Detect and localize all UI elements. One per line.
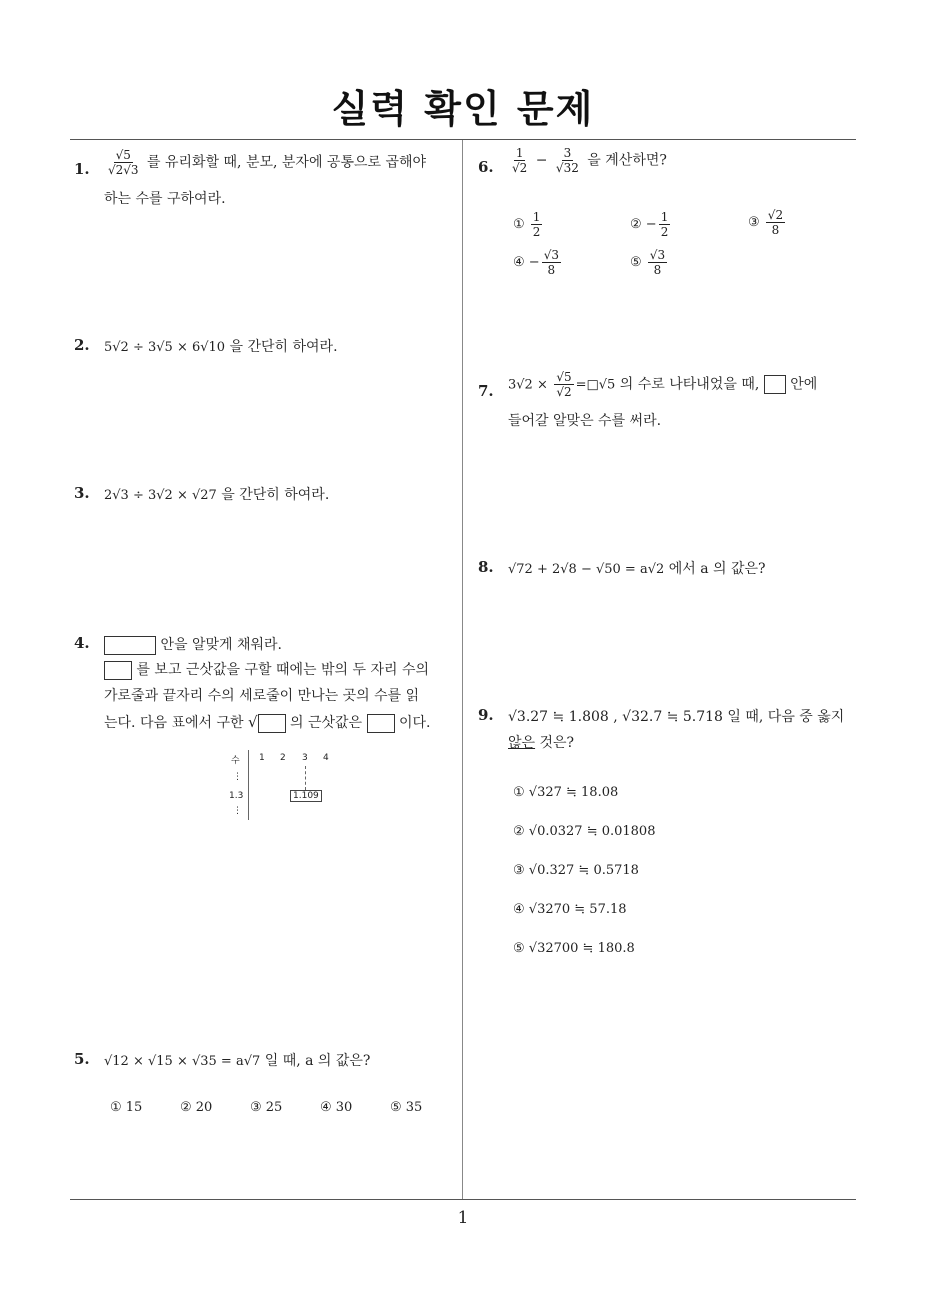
top-rule xyxy=(70,139,856,140)
q1-fraction: $\frac{√5}{√2√3}$ xyxy=(108,148,139,177)
question-1-line2: 하는 수를 구하여라. xyxy=(104,191,226,207)
page-title: 실력 확인 문제 xyxy=(331,87,595,131)
question-8-number: 8. xyxy=(478,558,494,576)
q9-option-3[interactable]: ③ √0.327 ≒ 0.5718 xyxy=(513,863,639,878)
q9-option-5[interactable]: ⑤ √32700 ≒ 180.8 xyxy=(513,941,635,956)
page-number: 1 xyxy=(457,1208,469,1228)
q8-expression: √72 + 2√8 − √50 = a√2 xyxy=(508,562,665,577)
q1-text: 를 유리화할 때, 분모, 분자에 공통으로 곱해야 xyxy=(147,154,427,171)
question-4-number: 4. xyxy=(74,634,90,652)
q2-expression: 5√2 ÷ 3√5 × 6√10 xyxy=(104,340,226,355)
question-6-number: 6. xyxy=(478,158,494,176)
table-value: 1.109 xyxy=(290,790,322,802)
question-4-line4: 는다. 다음 표에서 구한 √ 의 근삿값은 이다. xyxy=(104,713,431,731)
question-7-line2: 들어갈 알맞은 수를 써라. xyxy=(508,413,662,429)
question-3-number: 3. xyxy=(74,484,90,502)
answer-box xyxy=(104,636,156,655)
table-divider xyxy=(248,750,249,820)
question-1 xyxy=(104,148,459,177)
q3-expression: 2√3 ÷ 3√2 × √27 xyxy=(104,488,217,503)
q5-option-1[interactable]: ① 15 xyxy=(110,1100,143,1115)
q5-option-2[interactable]: ② 20 xyxy=(180,1100,213,1115)
q5-option-4[interactable]: ④ 30 xyxy=(320,1100,353,1115)
question-9: √3.27 ≒ 1.808 , √32.7 ≒ 5.718 일 때, 다음 중 옳지 xyxy=(508,709,845,725)
q6-option-1[interactable]: ① $\frac{1}{2}$ xyxy=(513,210,541,239)
q2-text: 을 간단히 하여라. xyxy=(229,339,338,355)
question-6: $\frac{1}{√2}$ − $\frac{3}{√32}$ 을 계산하면? xyxy=(512,146,667,175)
question-3 xyxy=(104,482,329,509)
q6-option-3[interactable]: ③ $\frac{√2}{8}$ xyxy=(748,208,784,237)
question-9-line2: 않은 것은? xyxy=(508,735,575,751)
question-4-line3: 가로줄과 끝자리 수의 세로줄이 만나는 곳의 수를 읽 xyxy=(104,688,420,704)
q5-option-3[interactable]: ③ 25 xyxy=(250,1100,283,1115)
q6-option-2[interactable]: ② − $\frac{1}{2}$ xyxy=(630,210,669,239)
bottom-rule xyxy=(70,1199,856,1200)
question-9-number: 9. xyxy=(478,706,494,724)
question-7-number: 7. xyxy=(478,382,494,400)
question-4-line2: 를 보고 근삿값을 구할 때에는 밖의 두 자리 수의 xyxy=(104,657,429,683)
q6-option-4[interactable]: ④ − $\frac{√3}{8}$ xyxy=(513,248,559,277)
question-7: 3√2 × $\frac{√5}{√2}$ =□√5 의 수로 나타내었을 때, 안에 xyxy=(508,370,818,399)
answer-box-small xyxy=(104,661,132,680)
q9-option-2[interactable]: ② √0.0327 ≒ 0.01808 xyxy=(513,824,656,839)
column-divider xyxy=(462,140,463,1200)
q5-expression: √12 × √15 × √35 = a√7 xyxy=(104,1054,261,1069)
q5-option-5[interactable]: ⑤ 35 xyxy=(390,1100,423,1115)
q9-option-1[interactable]: ① √327 ≒ 18.08 xyxy=(513,785,619,800)
question-5: √12 × √15 × √35 = a√7 일 때, a 의 값은? xyxy=(104,1053,371,1069)
question-4-line1: 안을 알맞게 채워라. xyxy=(104,632,282,658)
q6-option-5[interactable]: ⑤ $\frac{√3}{8}$ xyxy=(630,248,666,277)
question-2-number: 2. xyxy=(74,336,90,354)
emphasis-not: 않은 xyxy=(508,735,536,751)
question-8: √72 + 2√8 − √50 = a√2 에서 a 의 값은? xyxy=(508,561,766,577)
question-5-number: 5. xyxy=(74,1050,90,1068)
q3-text: 을 간단히 하여라. xyxy=(221,487,330,503)
table-header-label: 수 xyxy=(231,756,240,766)
q9-option-4[interactable]: ④ √3270 ≒ 57.18 xyxy=(513,902,627,917)
question-2 xyxy=(104,334,338,361)
question-1-number: 1. xyxy=(74,160,90,178)
